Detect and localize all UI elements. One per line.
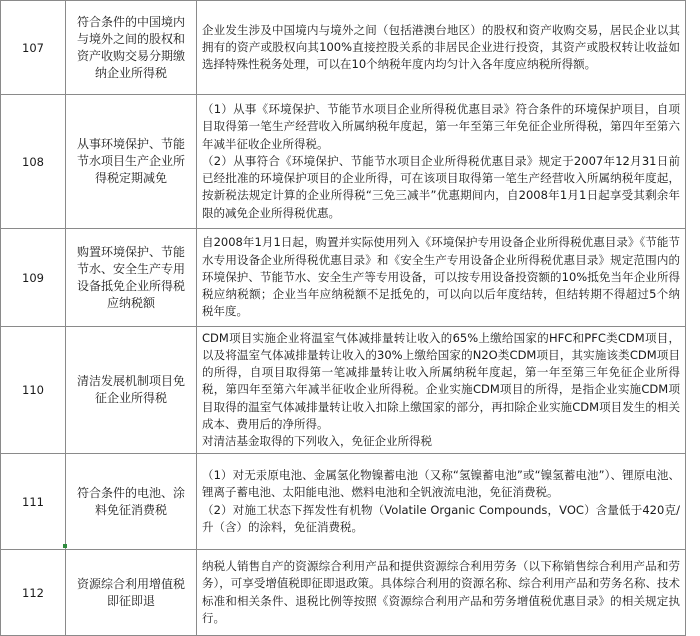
- description-paragraph: 自2008年1月1日起，购置并实际使用列入《环境保护专用设备企业所得税优惠目录》《节能节水专用设备企业所得税优惠目录》和《安全生产专用设备企业所得税优惠目录》规定范围内的环境保护、节能节水、安全生产等专用设备，可以按专用设备投资额的10%抵免当年企业所得税应纳税额；企业当年应纳税额不足抵免的，可以向以后年度结转，但结转期不得超过5个纳税年度。: [202, 235, 680, 319]
- table-row: [1, 550, 686, 636]
- description-paragraph: 企业发生涉及中国境内与境外之间（包括港澳台地区）的股权和资产收购交易，居民企业以其拥有的资产或股权向其100%直接控股关系的非居民企业进行投资，其资产或股权转让收益如选择特殊性税务处理，可以在10个纳税年度内均匀计入各年度应纳税所得额。: [202, 22, 680, 72]
- description-paragraph: （2）从事符合《环境保护、节能节水项目企业所得税优惠目录》规定于2007年12月31日前已经批准的环境保护项目的企业所得，可在该项目取得第一笔生产经营收入所属纳税年度起，按新税法规定计算的企业所得税“三免三减半”优惠期间内，自2008年1月1日起享受其剩余年限的减免企业所得税优惠。: [202, 153, 680, 220]
- policy-name: 符合条件的电池、涂料免征消费税: [66, 454, 197, 550]
- row-number: 107: [1, 1, 66, 95]
- description-paragraph: 对清洁基金取得的下列收入，免征企业所得税: [202, 434, 432, 448]
- description-paragraph: （2）对施工状态下挥发性有机物（Volatile Organic Compounds，VOC）含量低于420克/升（含）的涂料，免征消费税。: [202, 502, 680, 534]
- row-number: 112: [1, 550, 66, 636]
- row-number: 111: [1, 454, 66, 550]
- policy-name: 清洁发展机制项目免征企业所得税: [66, 327, 197, 454]
- policy-description: [197, 454, 686, 550]
- table-row: [1, 454, 686, 550]
- policy-description: [197, 1, 686, 95]
- policy-description: [197, 327, 686, 454]
- policy-name: 从事环境保护、节能节水项目生产企业所得税定期减免: [66, 95, 197, 229]
- table-row: [1, 1, 686, 95]
- table-row: [1, 229, 686, 327]
- policy-description: [197, 550, 686, 636]
- cell-comment-marker: [63, 544, 67, 548]
- description-paragraph: （1）从事《环境保护、节能节水项目企业所得税优惠目录》符合条件的环境保护项目，自项目取得第一笔生产经营收入所属纳税年度起，第一年至第三年免征企业所得税，第四年至第六年减半征收企业所得税。: [202, 102, 680, 151]
- table-row: [1, 327, 686, 454]
- policy-name: 资源综合利用增值税即征即退: [66, 550, 197, 636]
- description-paragraph: 纳税人销售自产的资源综合利用产品和提供资源综合利用劳务（以下称销售综合利用产品和劳务），可享受增值税即征即退政策。具体综合利用的资源名称、综合利用产品和劳务名称、技术标准和相关条件、退税比例等按照《资源综合利用产品和劳务增值税优惠目录》的相关规定执行。: [202, 559, 680, 625]
- description-paragraph: CDM项目实施企业将温室气体减排量转让收入的65%上缴给国家的HFC和PFC类CDM项目，以及将温室气体减排量转让收入的30%上缴给国家的N2O类CDM项目，其实施该类CDM项目的所得，自项目取得第一笔减排量转让收入所属纳税年度起，第一年至第三年免征企业所得税，第四年至第六年减半征收企业所得税。企业实施CDM项目的所得，是指企业实施CDM项目取得的温室气体减排量转让收入扣除上缴国家的部分，再扣除企业实施CDM项目发生的相关成本、费用后的净所得。: [202, 330, 680, 431]
- table-row: [1, 95, 686, 229]
- policy-name: 符合条件的中国境内与境外之间的股权和资产收购交易分期缴纳企业所得税: [66, 1, 197, 95]
- description-paragraph: （1）对无汞原电池、金属氢化物镍蓄电池（又称“氢镍蓄电池”或“镍氢蓄电池”）、锂原电池、锂离子蓄电池、太阳能电池、燃料电池和全钒液流电池，免征消费税。: [202, 468, 680, 500]
- policy-name: 购置环境保护、节能节水、安全生产专用设备抵免企业所得税应纳税额: [66, 229, 197, 327]
- policy-description: [197, 229, 686, 327]
- row-number: 109: [1, 229, 66, 327]
- row-number: 108: [1, 95, 66, 229]
- row-number: 110: [1, 327, 66, 454]
- policy-description: [197, 95, 686, 229]
